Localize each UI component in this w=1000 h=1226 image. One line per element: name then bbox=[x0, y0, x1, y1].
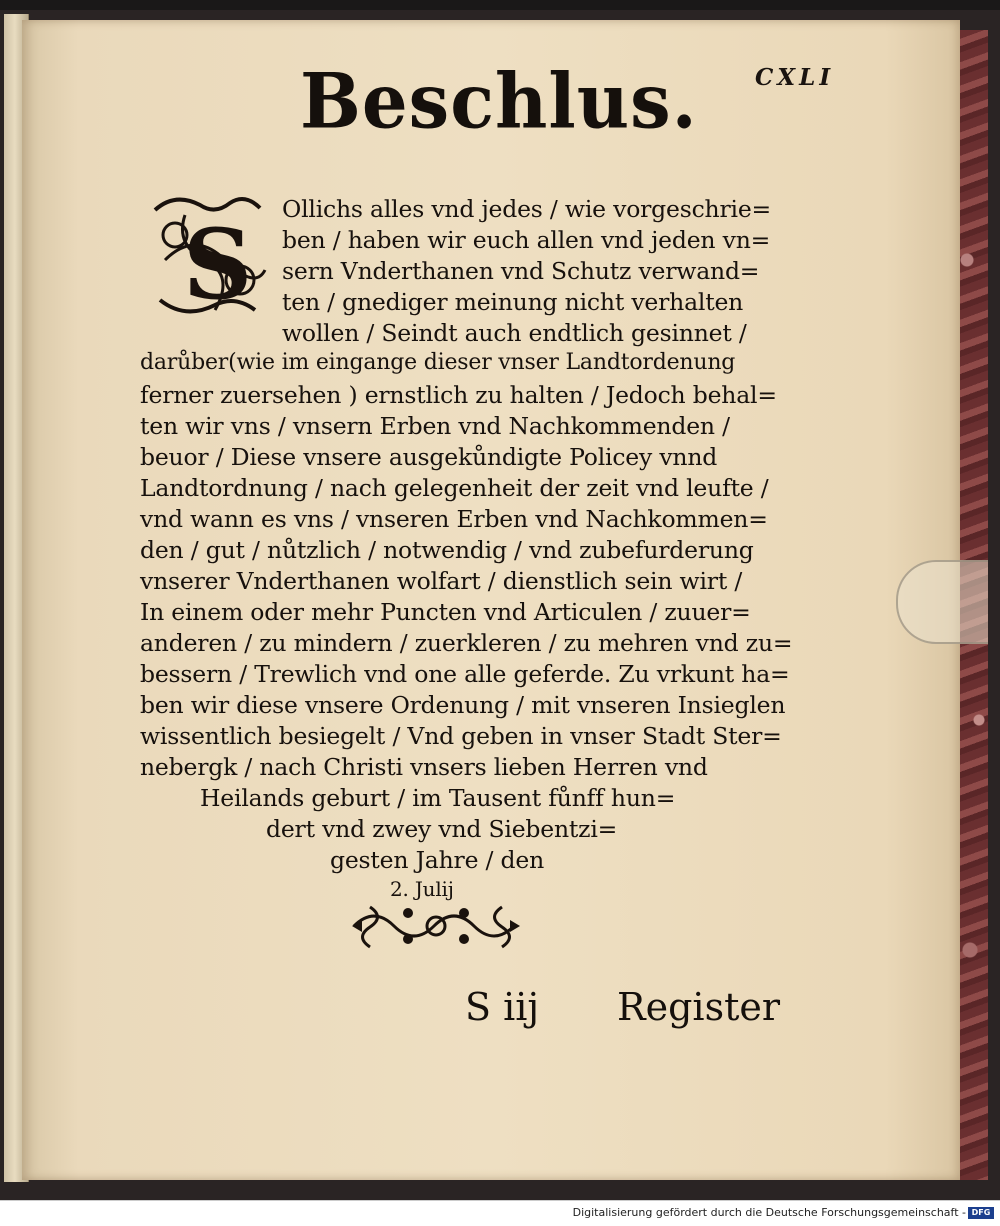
body-line: sern Vnderthanen vnd Schutz verwand= bbox=[282, 257, 760, 285]
page-tab-marker bbox=[896, 560, 988, 644]
signature-mark: S iij bbox=[465, 985, 540, 1029]
folio-number: CXLI bbox=[755, 64, 835, 91]
page-heading bbox=[300, 56, 698, 145]
body-line: ten / gnediger meinung nicht verhalten bbox=[282, 288, 744, 316]
initial-letter-glyph: S bbox=[183, 208, 253, 321]
body-line: beuor / Diese vnsere ausgekůndigte Policey vnnd bbox=[140, 443, 718, 471]
body-line: ten wir vns / vnsern Erben vnd Nachkommenden / bbox=[140, 412, 730, 440]
funding-credit: Digitalisierung gefördert durch die Deutsche Forschungsgemeinschaft - bbox=[572, 1206, 966, 1219]
body-line: Landtordnung / nach gelegenheit der zeit vnd leufte / bbox=[140, 474, 769, 502]
body-line: anderen / zu mindern / zuerkleren / zu mehren vnd zu= bbox=[140, 629, 793, 657]
body-line: darůber(wie im eingange dieser vnser Landtordenung bbox=[140, 350, 736, 375]
body-line: vnd wann es vns / vnseren Erben vnd Nachkommen= bbox=[140, 505, 768, 533]
dfg-logo-icon: DFG bbox=[968, 1207, 994, 1219]
body-line: wollen / Seindt auch endtlich gesinnet / bbox=[282, 319, 747, 347]
body-line: vnserer Vnderthanen wolfart / dienstlich sein wirt / bbox=[140, 567, 743, 595]
body-line: ben / haben wir euch allen vnd jeden vn= bbox=[282, 226, 771, 254]
body-line: ben wir diese vnsere Ordenung / mit vnseren Insieglen bbox=[140, 691, 786, 719]
heading-text: Beschlus. bbox=[300, 55, 698, 146]
fleuron-ornament bbox=[350, 895, 522, 957]
catchword: Register bbox=[617, 985, 781, 1029]
body-line: In einem oder mehr Puncten vnd Articulen / zuuer= bbox=[140, 598, 751, 626]
body-line-date: 2. Julij bbox=[390, 877, 454, 901]
body-line: den / gut / nůtzlich / notwendig / vnd zubefurderung bbox=[140, 536, 754, 564]
body-line: ferner zuersehen ) ernstlich zu halten / Jedoch behal= bbox=[140, 381, 777, 409]
body-line: Heilands geburt / im Tausent fůnff hun= bbox=[200, 784, 676, 812]
decorated-initial-letter bbox=[145, 190, 271, 325]
body-line: Ollichs alles vnd jedes / wie vorgeschrie= bbox=[282, 195, 772, 223]
body-line: wissentlich besiegelt / Vnd geben in vnser Stadt Ster= bbox=[140, 722, 782, 750]
body-line: nebergk / nach Christi vnsers lieben Herren vnd bbox=[140, 753, 708, 781]
body-line: bessern / Trewlich vnd one alle geferde. Zu vrkunt ha= bbox=[140, 660, 790, 688]
body-line: gesten Jahre / den bbox=[330, 846, 545, 874]
body-line: dert vnd zwey vnd Siebentzi= bbox=[266, 815, 618, 843]
footer-bar bbox=[0, 1200, 1000, 1226]
